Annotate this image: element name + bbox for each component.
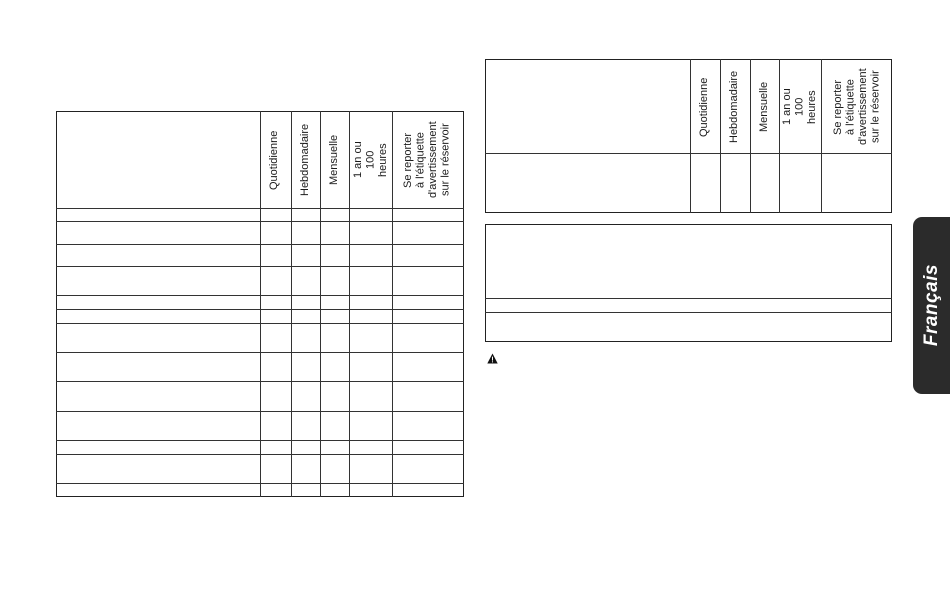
header-yearly-100h: 1 an ou 100 heures <box>352 141 389 179</box>
table-row-line <box>56 221 464 222</box>
header-yearly-100h: 1 an ou 100 heures <box>781 88 818 126</box>
header-see-tank-label: Se reporter à l'étiquette d'avertissement sur le réservoir <box>402 121 452 199</box>
table-column-divider <box>720 59 721 213</box>
header-see-tank-label: Se reporter à l'étiquette d'avertissement sur le réservoir <box>832 68 882 146</box>
header-daily: Quotidienne <box>268 130 280 190</box>
table-row-line <box>56 381 464 382</box>
header-monthly: Mensuelle <box>758 81 770 133</box>
table-row-line <box>56 208 464 209</box>
header-daily: Quotidienne <box>698 77 710 137</box>
table-column-divider <box>779 59 780 213</box>
table-row-line <box>485 153 892 154</box>
table-column-divider <box>821 59 822 213</box>
table-row-line <box>56 352 464 353</box>
info-box-divider <box>485 312 892 313</box>
language-tab-label: Français <box>920 264 942 347</box>
table-row-line <box>56 309 464 310</box>
table-row-line <box>56 483 464 484</box>
table-row-line <box>56 411 464 412</box>
warning-triangle-icon <box>487 353 498 364</box>
table-row-line <box>56 323 464 324</box>
table-column-divider <box>750 59 751 213</box>
header-monthly: Mensuelle <box>328 134 340 186</box>
header-weekly: Hebdomadaire <box>299 123 311 197</box>
table-row-line <box>56 266 464 267</box>
language-tab <box>913 217 950 394</box>
table-row-line <box>56 295 464 296</box>
header-weekly: Hebdomadaire <box>728 70 740 144</box>
info-box <box>485 224 892 342</box>
info-box-divider <box>485 298 892 299</box>
table-column-divider <box>690 59 691 213</box>
table-row-line <box>56 440 464 441</box>
maintenance-table-right <box>485 59 892 213</box>
table-row-line <box>56 244 464 245</box>
table-row-line <box>56 454 464 455</box>
